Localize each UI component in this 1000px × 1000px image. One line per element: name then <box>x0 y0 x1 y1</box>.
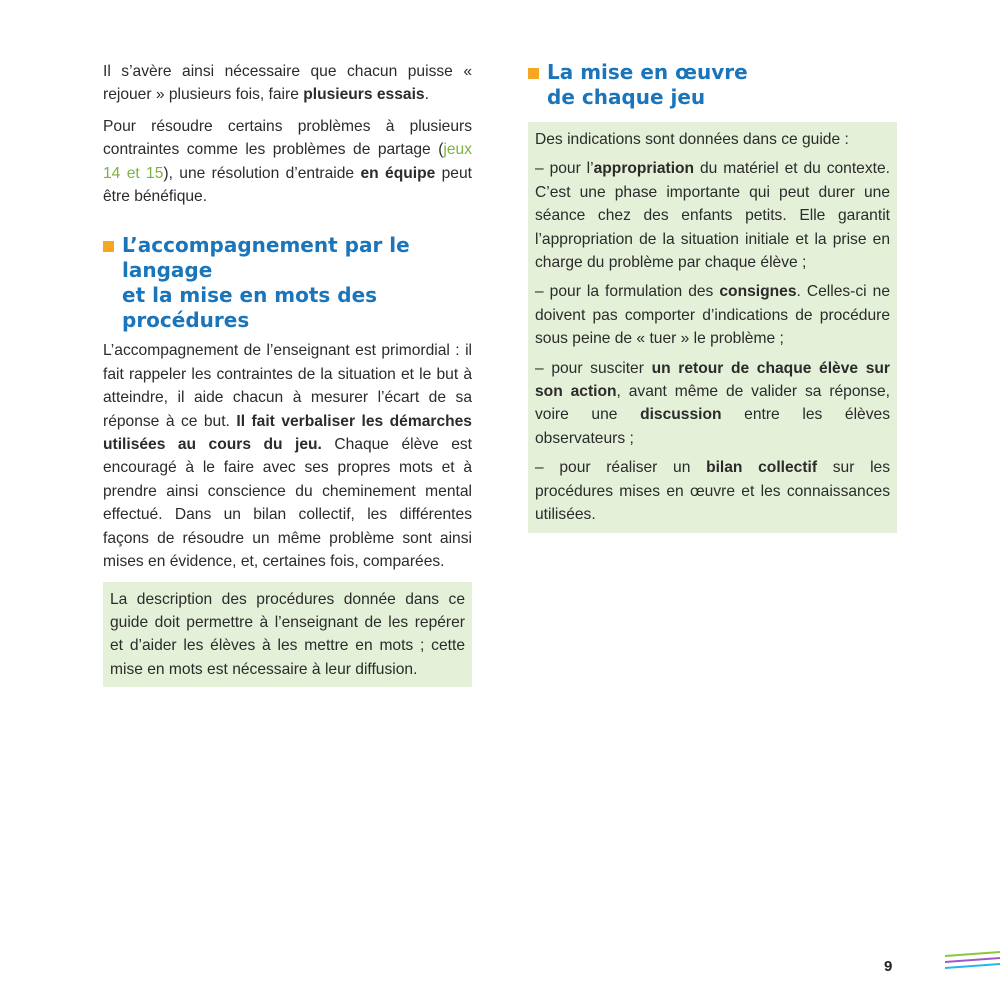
text: sur les procédures mises en œuvre et les connaissances utilisées. <box>535 459 891 524</box>
paragraph-equipe <box>103 115 472 209</box>
bold-text: consignes <box>719 283 797 301</box>
text: Il s’avère ainsi nécessaire que chacun puisse « rejouer » plusieurs fois, faire <box>103 63 472 104</box>
section-heading-mise-en-oeuvre <box>528 60 897 110</box>
right-column <box>528 60 897 533</box>
heading-line: de chaque jeu <box>547 85 706 109</box>
left-column <box>103 60 472 687</box>
text: – pour réaliser un <box>535 459 707 477</box>
heading-line: La mise en œuvre <box>547 60 748 84</box>
orange-square-icon <box>528 68 539 79</box>
text: entre les élèves observateurs ; <box>535 406 890 447</box>
text: Pour résoudre certains problèmes à plusieurs contraintes comme les problèmes de partage ( <box>103 117 472 159</box>
text: – pour susciter <box>535 359 652 377</box>
paragraph-accompagnement <box>103 339 472 573</box>
text: – pour l’ <box>535 160 594 178</box>
highlight-text: La description des procédures donnée dans ce guide doit permettre à l’enseignant de les repérer et d’aider les élèves à les mettre en mots ; cette mise en mots est nécessaire à leur diffusion. <box>110 590 465 678</box>
bold-text: Il fait verbaliser les démarches utilisées au cours du jeu. <box>103 412 472 454</box>
page-number: 9 <box>884 958 893 975</box>
colored-lines-icon <box>945 948 1000 978</box>
list-item-bilan <box>535 456 890 526</box>
list-item-consignes <box>535 280 890 350</box>
games-reference-link[interactable]: jeux 14 et 15 <box>103 141 472 182</box>
text: . Celles-ci ne doivent pas comporter d’indications de procédure sous peine de « tuer » le problème ; <box>535 283 890 348</box>
bold-text: bilan collectif <box>706 459 818 477</box>
text: peut être bénéfique. <box>103 164 472 206</box>
bold-text: appropriation <box>593 160 695 178</box>
list-item-retour <box>535 357 890 451</box>
section-heading-accompagnement <box>103 233 472 333</box>
highlight-box-indications <box>528 122 897 533</box>
bold-text: discussion <box>640 406 722 424</box>
list-item-appropriation <box>535 157 890 274</box>
bold-text: un retour de chaque élève sur son action <box>535 359 890 401</box>
heading-line: L’accompagnement par le langage <box>122 233 410 283</box>
heading-line: et la mise en mots des procédures <box>122 283 378 333</box>
text: , avant même de valider sa réponse, voire une <box>535 383 891 424</box>
text: L’accompagnement de l’enseignant est primordial : il fait rappeler les contraintes de la situation et le but à atteindre, il aide chacun à mesurer l’écart de sa réponse à ce but. <box>103 342 472 430</box>
text: du matériel et du contexte. C’est une phase importante qui peut durer une séance chez des enfants petits. Elle garantit l’appropriation de la situation initiale et la prise en charge du problème par chaque élève ; <box>535 160 890 272</box>
text: . <box>424 86 429 104</box>
bold-text: en équipe <box>360 164 436 182</box>
text: ), une résolution d’entraide <box>163 164 361 182</box>
text: Chaque élève est encouragé à le faire avec ses propres mots et à prendre ainsi conscience du cheminement mental effectué. Dans un bilan collectif, les différentes façons de résoudre un même problème sont ainsi mises en évidence, et, certaines fois, comparées. <box>103 436 472 571</box>
highlight-box-procedures <box>103 582 472 688</box>
paragraph-essais <box>103 60 472 107</box>
box-intro: Des indications sont données dans ce guide : <box>535 131 849 148</box>
orange-square-icon <box>103 241 114 252</box>
text: – pour la formulation des <box>535 283 720 301</box>
bold-text: plusieurs essais <box>303 86 425 104</box>
